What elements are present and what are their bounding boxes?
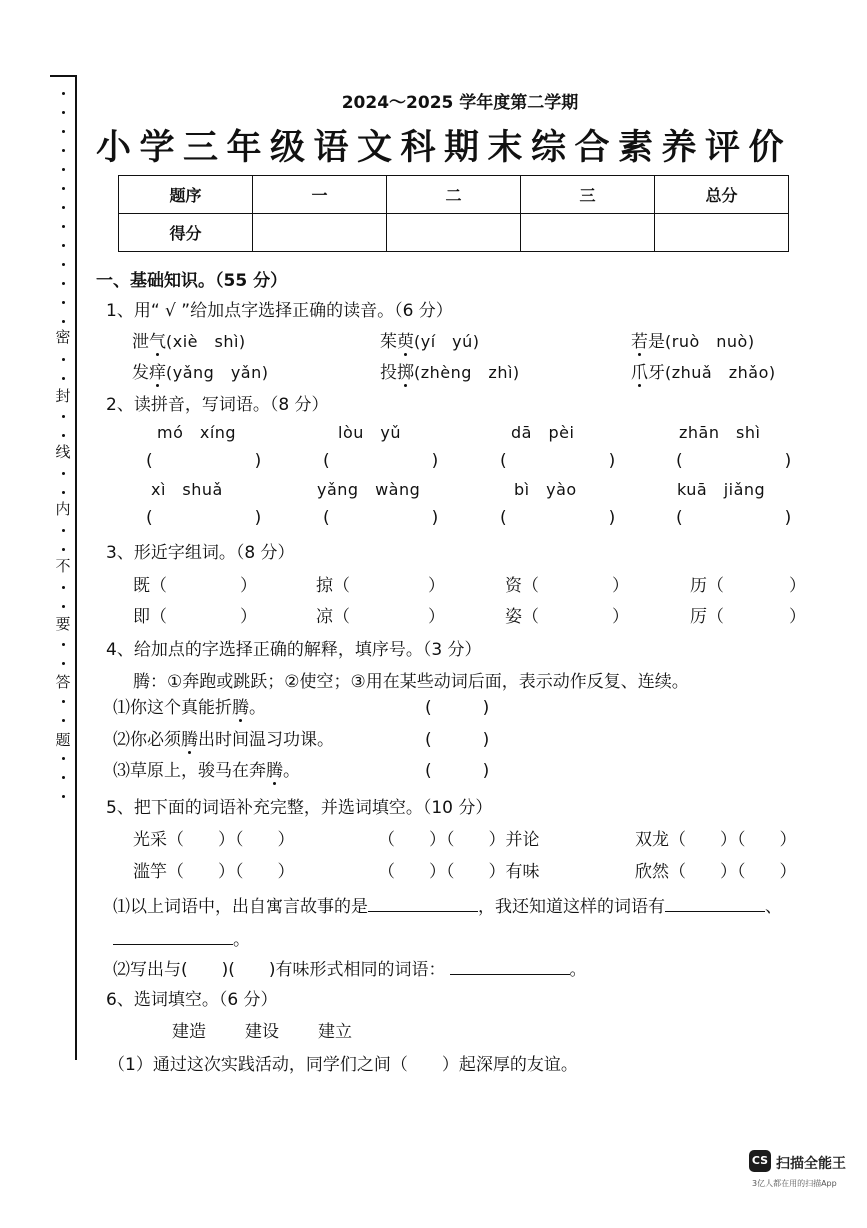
margin-dot: [62, 719, 65, 722]
q2-answer-paren[interactable]: ( ): [676, 451, 792, 471]
q2-answer-paren[interactable]: ( ): [676, 508, 792, 528]
q3-close: ）: [612, 576, 629, 596]
q5-answer-blank[interactable]: [450, 960, 570, 975]
q5-sub2-text: ⑵写出与( )( )有味形式相同的词语：: [113, 960, 446, 980]
scanner-name: 扫描全能王: [776, 1156, 846, 1172]
score-table-cell: 三: [521, 176, 655, 214]
q4-dotted-char: 腾: [181, 730, 198, 750]
margin-dot: [62, 643, 65, 646]
score-input-cell[interactable]: [253, 214, 387, 252]
score-input-cell[interactable]: [655, 214, 789, 252]
q5-idiom[interactable]: 双龙（ ）（ ）: [635, 830, 797, 850]
q3-close: ）: [240, 576, 257, 596]
margin-char: 线: [55, 443, 71, 461]
q2-pinyin: lòu yǔ: [338, 423, 401, 442]
q4-item-text: ⑶草原上，骏马在奔: [113, 761, 266, 781]
q4-answer-paren[interactable]: ( ): [425, 730, 490, 750]
margin-dot: [62, 225, 65, 228]
q4-item-text: 出时间温习功课。: [198, 730, 334, 750]
q4-dotted-char: 腾: [232, 698, 249, 718]
q2-pinyin: zhān shì: [679, 423, 761, 442]
q1-pinyin-options[interactable]: (yǎng yǎn): [166, 363, 269, 382]
q6-word: 建造: [172, 1022, 206, 1042]
margin-dot: [62, 776, 65, 779]
q4-item-text: 。: [283, 761, 300, 781]
score-table-cell: 总分: [655, 176, 789, 214]
q2-pinyin: dā pèi: [511, 423, 575, 442]
margin-dot: [62, 662, 65, 665]
q5-idiom[interactable]: （ ）（ ）并论: [378, 830, 540, 850]
q3-char-open[interactable]: 掠（: [316, 576, 350, 596]
q2-answer-paren[interactable]: ( ): [500, 508, 616, 528]
margin-dot: [62, 757, 65, 760]
score-input-cell[interactable]: [521, 214, 655, 252]
q5-sub2-text: 。: [569, 960, 587, 980]
margin-dot: [62, 149, 65, 152]
binding-margin-tick: [50, 75, 77, 77]
q3-char-open[interactable]: 即（: [133, 607, 167, 627]
scanner-logo: CS: [749, 1150, 771, 1172]
q5-sub1-text: ，我还知道这样的词语有: [478, 897, 665, 917]
q3-close: ）: [789, 576, 806, 596]
q2-title: 2、读拼音，写词语。（8 分）: [106, 395, 329, 415]
margin-char: 要: [55, 615, 71, 633]
margin-dot: [62, 548, 65, 551]
margin-dot: [62, 206, 65, 209]
margin-char: 内: [55, 500, 71, 518]
margin-dot: [62, 529, 65, 532]
q5-sub1-text: 。: [233, 930, 250, 950]
q1-pinyin-options[interactable]: (ruò nuò): [665, 332, 755, 351]
q4-answer-paren[interactable]: ( ): [425, 761, 490, 781]
q1-item-text: 牙: [648, 363, 665, 383]
q5-sub2: [113, 960, 587, 979]
q1-item-text: 发: [132, 363, 149, 383]
q1-item: [132, 334, 246, 351]
score-table-cell: 二: [387, 176, 521, 214]
q3-char-open[interactable]: 资（: [505, 576, 539, 596]
margin-dot: [62, 263, 65, 266]
margin-char: 答: [55, 673, 71, 691]
q4-item: [113, 732, 334, 749]
q2-answer-paren[interactable]: ( ): [500, 451, 616, 471]
q3-char-open[interactable]: 凉（: [316, 607, 350, 627]
q3-close: ）: [428, 607, 445, 627]
score-table-cell: 得分: [119, 214, 253, 252]
q1-item-text: 茱: [380, 332, 397, 352]
q1-item-text: 是: [648, 332, 665, 352]
q1-pinyin-options[interactable]: (yí yú): [414, 332, 480, 351]
q5-idiom[interactable]: （ ）（ ）有味: [378, 862, 540, 882]
q4-item-text: 。: [249, 698, 266, 718]
q2-answer-paren[interactable]: ( ): [146, 508, 262, 528]
q2-pinyin: bì yào: [514, 480, 577, 499]
q2-pinyin: yǎng wàng: [317, 480, 421, 499]
q4-definition: 腾：①奔跑或跳跃；②使空；③用在某些动词后面，表示动作反复、连续。: [133, 672, 689, 692]
q2-pinyin: mó xíng: [157, 423, 237, 442]
section-heading: 一、基础知识。（55 分）: [96, 271, 288, 291]
q5-title: 5、把下面的词语补充完整，并选词填空。（10 分）: [106, 798, 493, 818]
q3-close: ）: [428, 576, 445, 596]
margin-dot: [62, 244, 65, 247]
q1-item-dotted-char: 爪: [631, 363, 648, 383]
q5-idiom[interactable]: 欣然（ ）（ ）: [635, 862, 797, 882]
score-table: [118, 175, 789, 252]
q2-answer-paren[interactable]: ( ): [323, 508, 439, 528]
q6-word: 建立: [318, 1022, 352, 1042]
margin-dot: [62, 377, 65, 380]
margin-dot: [62, 605, 65, 608]
q1-pinyin-options[interactable]: (zhuǎ zhǎo): [665, 363, 776, 382]
margin-dot: [62, 282, 65, 285]
q5-answer-blank[interactable]: [113, 930, 233, 945]
q1-item-text: 投: [380, 363, 397, 383]
q3-char-open[interactable]: 姿（: [505, 607, 539, 627]
score-input-cell[interactable]: [387, 214, 521, 252]
margin-dot: [62, 358, 65, 361]
q5-answer-blank[interactable]: [665, 897, 765, 912]
q1-item-dotted-char: 若: [631, 332, 648, 352]
margin-char: 题: [55, 731, 71, 749]
margin-dot: [62, 795, 65, 798]
q5-sub1: [113, 897, 782, 916]
scanner-tagline: 3亿人都在用的扫描App: [752, 1179, 837, 1188]
margin-dot: [62, 434, 65, 437]
q2-pinyin: xì shuǎ: [151, 480, 223, 499]
margin-dot: [62, 491, 65, 494]
margin-dot: [62, 700, 65, 703]
q1-item-text: 泄: [132, 332, 149, 352]
margin-dot: [62, 168, 65, 171]
margin-char: 不: [55, 557, 71, 575]
q2-pinyin: kuā jiǎng: [677, 480, 766, 499]
q3-title: 3、形近字组词。（8 分）: [106, 543, 295, 563]
margin-dot: [62, 586, 65, 589]
margin-char: 密: [55, 328, 71, 346]
binding-margin-line: [75, 75, 77, 1060]
q6-title: 6、选词填空。（6 分）: [106, 990, 278, 1010]
q1-pinyin-options[interactable]: (zhèng zhì): [414, 363, 520, 382]
q1-item-dotted-char: 掷: [397, 363, 414, 383]
margin-dot: [62, 301, 65, 304]
score-table-cell: 题序: [119, 176, 253, 214]
margin-dot: [62, 472, 65, 475]
q1-item: [380, 365, 520, 382]
q1-item: [132, 365, 268, 382]
q4-item: [113, 700, 266, 717]
score-table-cell: 一: [253, 176, 387, 214]
q5-answer-blank[interactable]: [368, 897, 478, 912]
q1-item-dotted-char: 气: [149, 332, 166, 352]
q3-close: ）: [789, 607, 806, 627]
margin-dot: [62, 187, 65, 190]
margin-dot: [62, 415, 65, 418]
q3-char-open[interactable]: 历（: [690, 576, 724, 596]
q4-item: [113, 763, 300, 780]
q1-title: 1、用“ √ ”给加点字选择正确的读音。（6 分）: [106, 301, 453, 321]
q3-char-open[interactable]: 厉（: [690, 607, 724, 627]
q3-close: ）: [240, 607, 257, 627]
q6-item[interactable]: （1）通过这次实践活动，同学们之间（ ）起深厚的友谊。: [108, 1055, 578, 1075]
q3-char-open[interactable]: 既（: [133, 576, 167, 596]
q1-item-dotted-char: 萸: [397, 332, 414, 352]
school-year: 2024～2025 学年度第二学期: [341, 93, 579, 113]
q4-answer-paren[interactable]: ( ): [425, 698, 490, 718]
q5-idiom[interactable]: 滥竽（ ）（ ）: [133, 862, 295, 882]
q4-item-text: ⑴你这个真能折: [113, 698, 232, 718]
q2-answer-paren[interactable]: ( ): [146, 451, 262, 471]
q2-answer-paren[interactable]: ( ): [323, 451, 439, 471]
page-title: 小学三年级语文科期末综合素养评价: [96, 128, 793, 168]
q4-dotted-char: 腾: [266, 761, 283, 781]
q4-title: 4、给加点的字选择正确的解释，填序号。（3 分）: [106, 640, 482, 660]
q5-sub1-text: 、: [765, 897, 782, 917]
q5-idiom[interactable]: 光采（ ）（ ）: [133, 830, 295, 850]
q6-word: 建设: [245, 1022, 279, 1042]
q1-pinyin-options[interactable]: (xiè shì): [166, 332, 246, 351]
margin-dot: [62, 130, 65, 133]
margin-dot: [62, 320, 65, 323]
q5-sub1-cont: [113, 930, 250, 949]
margin-char: 封: [55, 387, 71, 405]
q3-close: ）: [612, 607, 629, 627]
q1-item-dotted-char: 痒: [149, 363, 166, 383]
q5-sub1-text: ⑴以上词语中，出自寓言故事的是: [113, 897, 368, 917]
q4-item-text: ⑵你必须: [113, 730, 181, 750]
q1-item: [631, 365, 776, 382]
q1-item: [380, 334, 480, 351]
q1-item: [631, 334, 755, 351]
